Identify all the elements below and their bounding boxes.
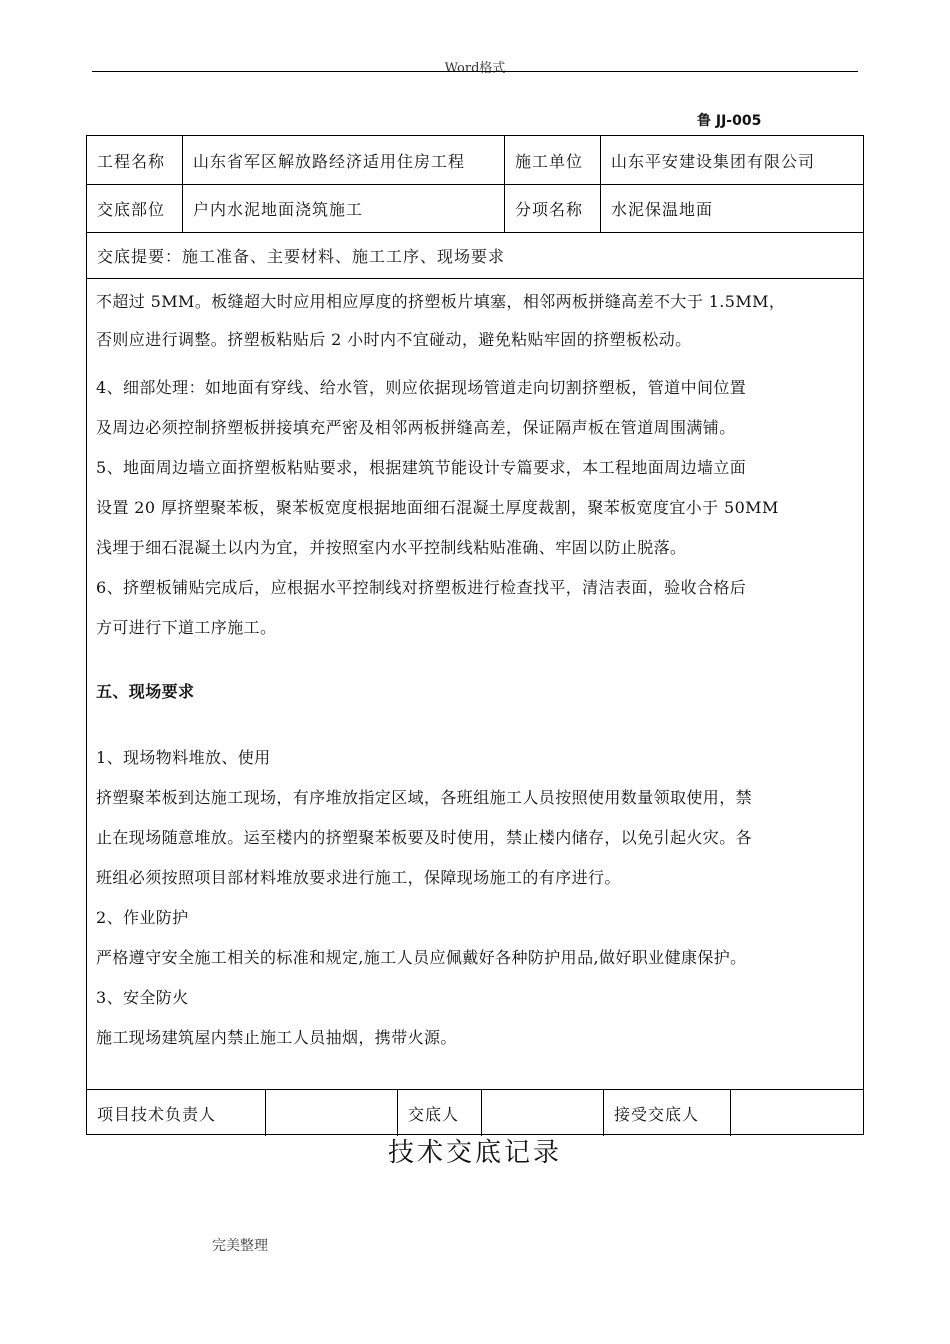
body-line: 设置 20 厚挤塑聚苯板，聚苯板宽度根据地面细石混凝土厚度裁割，聚苯板宽度宜小于 50MM	[96, 498, 779, 517]
label-disclosure-position: 交底部位	[97, 199, 166, 219]
table-row-summary	[87, 232, 863, 279]
form-code: 鲁 JJ-005	[697, 113, 762, 129]
page-header-label: Word格式	[444, 61, 506, 76]
body-line: 5、地面周边墙立面挤塑板粘贴要求，根据建筑节能设计专篇要求，本工程地面周边墙立面	[96, 458, 747, 477]
body-line: 严格遵守安全施工相关的标准和规定,施工人员应佩戴好各种防护用品,做好职业健康保护。	[96, 948, 747, 967]
disclosure-body	[87, 278, 863, 1089]
disclosure-form-table	[86, 135, 864, 1135]
signature-briefer[interactable]	[481, 1090, 603, 1136]
label-construction-unit: 施工单位	[504, 136, 600, 184]
signature-tech-lead[interactable]	[265, 1090, 397, 1136]
table-row-position	[87, 184, 863, 233]
body-line: 挤塑聚苯板到达施工现场，有序堆放指定区域，各班组施工人员按照使用数量领取使用，禁	[96, 788, 753, 807]
body-line: 6、挤塑板铺贴完成后，应根据水平控制线对挤塑板进行检查找平，清洁表面，验收合格后	[96, 578, 747, 597]
page-footer-label: 完美整理	[212, 1238, 268, 1254]
body-line: 3、安全防火	[96, 988, 189, 1007]
label-receiver: 接受交底人	[603, 1090, 730, 1136]
table-row-project	[87, 136, 863, 185]
table-row-signatures	[87, 1089, 863, 1136]
body-line: 不超过 5MM。板缝超大时应用相应厚度的挤塑板片填塞，相邻两板拼缝高差不大于 1.5MM，	[96, 292, 786, 311]
body-line: 施工现场建筑屋内禁止施工人员抽烟，携带火源。	[96, 1028, 457, 1047]
value-disclosure-position: 户内水泥地面浇筑施工	[182, 184, 504, 232]
document-title: 技术交底记录	[387, 1138, 562, 1168]
body-line: 方可进行下道工序施工。	[96, 618, 277, 637]
body-line: 班组必须按照项目部材料堆放要求进行施工，保障现场施工的有序进行。	[96, 868, 621, 887]
value-construction-unit: 山东平安建设集团有限公司	[600, 136, 863, 184]
label-project-name: 工程名称	[97, 151, 166, 171]
header-rule	[92, 71, 858, 72]
body-line: 止在现场随意堆放。运至楼内的挤塑聚苯板要及时使用，禁止楼内储存，以免引起火灾。各	[96, 828, 753, 847]
disclosure-summary: 交底提要：施工准备、主要材料、施工工序、现场要求	[97, 246, 506, 266]
body-line: 4、细部处理：如地面有穿线、给水管，则应依据现场管道走向切割挤塑板，管道中间位置	[96, 378, 747, 397]
body-line: 1、现场物料堆放、使用	[96, 748, 271, 767]
label-briefer: 交底人	[397, 1090, 481, 1136]
body-line: 浅埋于细石混凝土以内为宜，并按照室内水平控制线粘贴准确、牢固以防止脱落。	[96, 538, 687, 557]
label-tech-lead: 项目技术负责人	[97, 1104, 217, 1124]
body-line: 及周边必须控制挤塑板拼接填充严密及相邻两板拼缝高差，保证隔声板在管道周围满铺。	[96, 418, 736, 437]
section-heading: 五、现场要求	[96, 682, 195, 701]
body-line: 2、作业防护	[96, 908, 189, 927]
signature-receiver[interactable]	[730, 1090, 863, 1136]
value-project-name: 山东省军区解放路经济适用住房工程	[182, 136, 504, 184]
body-line: 否则应进行调整。挤塑板粘贴后 2 小时内不宜碰动，避免粘贴牢固的挤塑板松动。	[96, 330, 692, 349]
value-subitem-name: 水泥保温地面	[600, 184, 863, 232]
label-subitem-name: 分项名称	[504, 184, 600, 232]
